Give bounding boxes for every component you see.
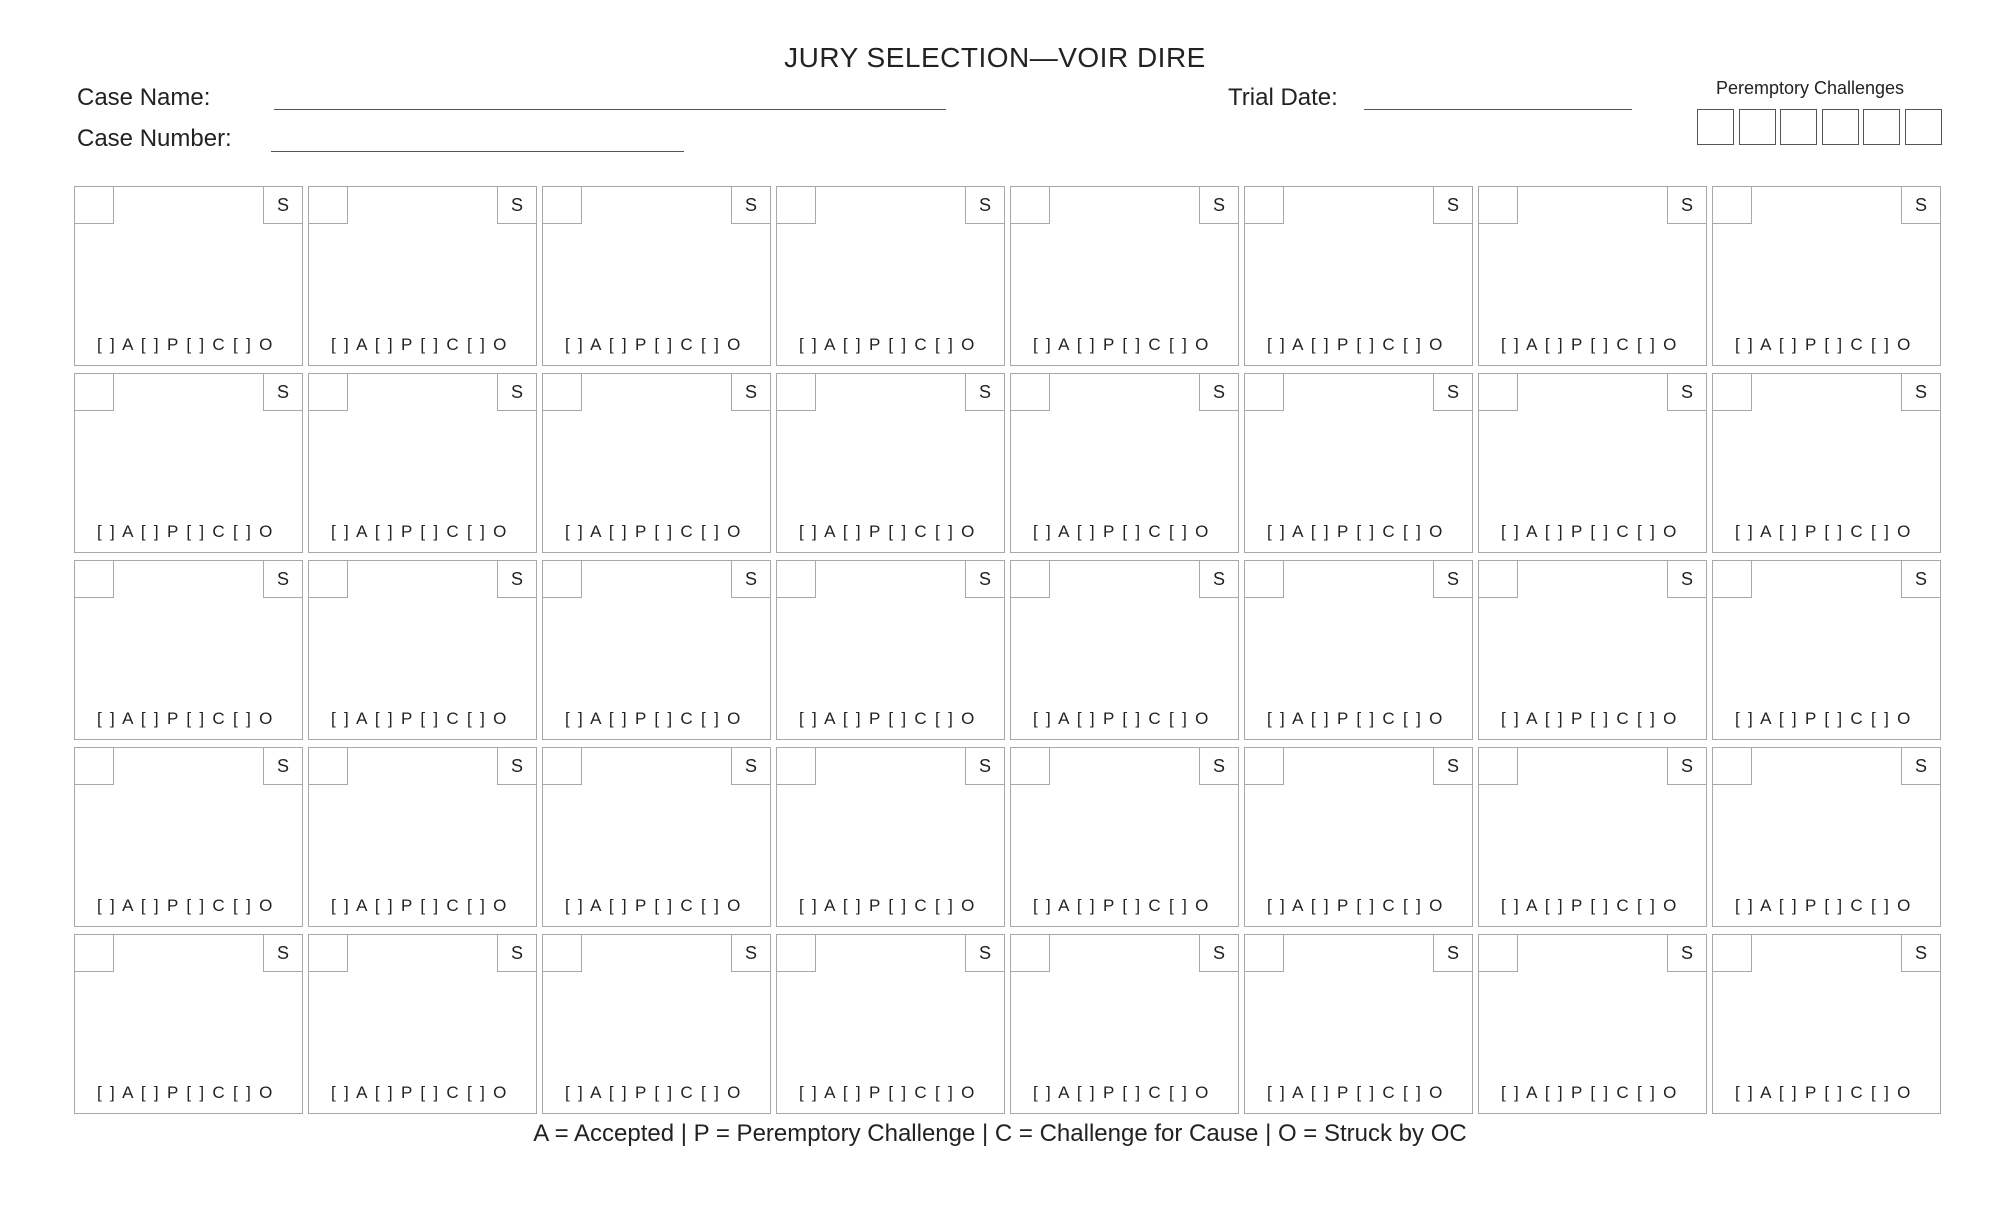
case-name-label: Case Name: (77, 84, 211, 111)
juror-status-options[interactable]: [ ] A [ ] P [ ] C [ ] O (1501, 896, 1679, 915)
peremptory-challenges-title: Peremptory Challenges (1715, 78, 1905, 98)
strike-box[interactable]: S (1199, 934, 1239, 972)
strike-box[interactable]: S (1901, 560, 1941, 598)
juror-status-options[interactable]: [ ] A [ ] P [ ] C [ ] O (331, 522, 509, 541)
trial-date-field[interactable] (1364, 109, 1632, 110)
strike-box[interactable]: S (965, 747, 1005, 785)
juror-card[interactable] (542, 373, 771, 553)
peremptory-challenge-box[interactable] (1780, 109, 1817, 145)
juror-status-options[interactable]: [ ] A [ ] P [ ] C [ ] O (1267, 896, 1445, 915)
juror-card[interactable] (308, 934, 537, 1114)
strike-box[interactable]: S (497, 934, 537, 972)
juror-number-box[interactable] (1712, 560, 1752, 598)
juror-status-options[interactable]: [ ] A [ ] P [ ] C [ ] O (799, 896, 977, 915)
juror-card[interactable] (1010, 934, 1239, 1114)
juror-number-box[interactable] (1244, 934, 1284, 972)
juror-number-box[interactable] (74, 560, 114, 598)
strike-box[interactable]: S (731, 186, 771, 224)
strike-box[interactable]: S (497, 747, 537, 785)
juror-status-options[interactable]: [ ] A [ ] P [ ] C [ ] O (1267, 709, 1445, 728)
case-number-field[interactable] (271, 151, 684, 152)
juror-number-box[interactable] (1712, 747, 1752, 785)
legend: A = Accepted | P = Peremptory Challenge | C = Challenge for Cause | O = Struck by OC (533, 1120, 1467, 1147)
juror-card[interactable] (308, 560, 537, 740)
strike-box[interactable]: S (263, 186, 303, 224)
juror-status-options[interactable]: [ ] A [ ] P [ ] C [ ] O (1267, 1083, 1445, 1102)
juror-number-box[interactable] (1244, 373, 1284, 411)
juror-number-box[interactable] (542, 934, 582, 972)
strike-box[interactable]: S (1433, 560, 1473, 598)
juror-number-box[interactable] (1478, 934, 1518, 972)
juror-number-box[interactable] (542, 186, 582, 224)
juror-status-options[interactable]: [ ] A [ ] P [ ] C [ ] O (1267, 522, 1445, 541)
juror-status-options[interactable]: [ ] A [ ] P [ ] C [ ] O (1501, 1083, 1679, 1102)
juror-status-options[interactable]: [ ] A [ ] P [ ] C [ ] O (97, 1083, 275, 1102)
strike-box[interactable]: S (1433, 373, 1473, 411)
strike-box[interactable]: S (731, 560, 771, 598)
juror-number-box[interactable] (1478, 373, 1518, 411)
juror-status-options[interactable]: [ ] A [ ] P [ ] C [ ] O (1501, 522, 1679, 541)
juror-card[interactable] (74, 186, 303, 366)
juror-status-options[interactable]: [ ] A [ ] P [ ] C [ ] O (1735, 335, 1913, 354)
juror-number-box[interactable] (1712, 186, 1752, 224)
juror-card[interactable] (1712, 747, 1941, 927)
juror-card[interactable] (74, 747, 303, 927)
peremptory-challenge-box[interactable] (1739, 109, 1776, 145)
juror-number-box[interactable] (1010, 560, 1050, 598)
juror-card[interactable] (1478, 560, 1707, 740)
strike-box[interactable]: S (1667, 373, 1707, 411)
juror-status-options[interactable]: [ ] A [ ] P [ ] C [ ] O (799, 335, 977, 354)
juror-status-options[interactable]: [ ] A [ ] P [ ] C [ ] O (565, 335, 743, 354)
juror-card[interactable] (1244, 373, 1473, 553)
juror-card[interactable] (776, 934, 1005, 1114)
strike-box[interactable]: S (263, 747, 303, 785)
juror-number-box[interactable] (776, 186, 816, 224)
juror-number-box[interactable] (1478, 186, 1518, 224)
juror-status-options[interactable]: [ ] A [ ] P [ ] C [ ] O (799, 522, 977, 541)
juror-status-options[interactable]: [ ] A [ ] P [ ] C [ ] O (1501, 335, 1679, 354)
strike-box[interactable]: S (1901, 747, 1941, 785)
juror-number-box[interactable] (1244, 747, 1284, 785)
juror-number-box[interactable] (542, 373, 582, 411)
juror-status-options[interactable]: [ ] A [ ] P [ ] C [ ] O (1501, 709, 1679, 728)
juror-number-box[interactable] (1010, 934, 1050, 972)
strike-box[interactable]: S (965, 560, 1005, 598)
strike-box[interactable]: S (263, 373, 303, 411)
juror-status-options[interactable]: [ ] A [ ] P [ ] C [ ] O (565, 709, 743, 728)
juror-card[interactable] (1478, 747, 1707, 927)
peremptory-challenge-box[interactable] (1905, 109, 1942, 145)
strike-box[interactable]: S (1199, 747, 1239, 785)
juror-number-box[interactable] (1244, 186, 1284, 224)
juror-number-box[interactable] (1712, 373, 1752, 411)
strike-box[interactable]: S (1199, 373, 1239, 411)
strike-box[interactable]: S (1667, 186, 1707, 224)
juror-number-box[interactable] (308, 186, 348, 224)
strike-box[interactable]: S (497, 373, 537, 411)
juror-status-options[interactable]: [ ] A [ ] P [ ] C [ ] O (1033, 709, 1211, 728)
case-number-label: Case Number: (77, 125, 232, 152)
juror-card[interactable] (1244, 747, 1473, 927)
juror-card[interactable] (1712, 560, 1941, 740)
juror-status-options[interactable]: [ ] A [ ] P [ ] C [ ] O (565, 1083, 743, 1102)
juror-card[interactable] (776, 747, 1005, 927)
juror-status-options[interactable]: [ ] A [ ] P [ ] C [ ] O (1033, 335, 1211, 354)
strike-box[interactable]: S (1901, 373, 1941, 411)
juror-card[interactable] (1244, 186, 1473, 366)
strike-box[interactable]: S (1433, 186, 1473, 224)
juror-number-box[interactable] (776, 934, 816, 972)
juror-card[interactable] (1010, 560, 1239, 740)
juror-number-box[interactable] (1010, 186, 1050, 224)
juror-status-options[interactable]: [ ] A [ ] P [ ] C [ ] O (1267, 335, 1445, 354)
strike-box[interactable]: S (965, 373, 1005, 411)
peremptory-challenge-box[interactable] (1822, 109, 1859, 145)
juror-card[interactable] (542, 186, 771, 366)
juror-number-box[interactable] (776, 747, 816, 785)
juror-card[interactable] (308, 373, 537, 553)
juror-number-box[interactable] (1010, 747, 1050, 785)
juror-card[interactable] (776, 560, 1005, 740)
juror-number-box[interactable] (542, 560, 582, 598)
peremptory-challenge-box[interactable] (1697, 109, 1734, 145)
juror-card[interactable] (1010, 747, 1239, 927)
juror-card[interactable] (542, 560, 771, 740)
strike-box[interactable]: S (497, 560, 537, 598)
juror-number-box[interactable] (308, 747, 348, 785)
strike-box[interactable]: S (263, 934, 303, 972)
juror-status-options[interactable]: [ ] A [ ] P [ ] C [ ] O (97, 335, 275, 354)
juror-number-box[interactable] (542, 747, 582, 785)
juror-status-options[interactable]: [ ] A [ ] P [ ] C [ ] O (97, 522, 275, 541)
juror-number-box[interactable] (776, 560, 816, 598)
strike-box[interactable]: S (1433, 747, 1473, 785)
juror-status-options[interactable]: [ ] A [ ] P [ ] C [ ] O (799, 1083, 977, 1102)
juror-status-options[interactable]: [ ] A [ ] P [ ] C [ ] O (331, 335, 509, 354)
juror-number-box[interactable] (74, 373, 114, 411)
strike-box[interactable]: S (965, 934, 1005, 972)
juror-status-options[interactable]: [ ] A [ ] P [ ] C [ ] O (799, 709, 977, 728)
juror-card[interactable] (542, 747, 771, 927)
juror-card[interactable] (74, 560, 303, 740)
juror-status-options[interactable]: [ ] A [ ] P [ ] C [ ] O (331, 709, 509, 728)
juror-status-options[interactable]: [ ] A [ ] P [ ] C [ ] O (1735, 522, 1913, 541)
strike-box[interactable]: S (731, 934, 771, 972)
juror-card[interactable] (74, 373, 303, 553)
juror-number-box[interactable] (74, 186, 114, 224)
strike-box[interactable]: S (1199, 186, 1239, 224)
juror-number-box[interactable] (1010, 373, 1050, 411)
trial-date-label: Trial Date: (1228, 84, 1338, 111)
juror-card[interactable] (1244, 560, 1473, 740)
juror-grid (74, 186, 1944, 1116)
juror-card[interactable] (1010, 373, 1239, 553)
strike-box[interactable]: S (1433, 934, 1473, 972)
juror-number-box[interactable] (1478, 747, 1518, 785)
juror-card[interactable] (1712, 186, 1941, 366)
juror-card[interactable] (542, 934, 771, 1114)
juror-status-options[interactable]: [ ] A [ ] P [ ] C [ ] O (97, 709, 275, 728)
juror-number-box[interactable] (1478, 560, 1518, 598)
juror-status-options[interactable]: [ ] A [ ] P [ ] C [ ] O (1735, 1083, 1913, 1102)
juror-number-box[interactable] (308, 934, 348, 972)
juror-card[interactable] (1712, 934, 1941, 1114)
juror-number-box[interactable] (776, 373, 816, 411)
juror-status-options[interactable]: [ ] A [ ] P [ ] C [ ] O (1033, 522, 1211, 541)
juror-card[interactable] (1712, 373, 1941, 553)
juror-card[interactable] (308, 747, 537, 927)
juror-number-box[interactable] (74, 747, 114, 785)
juror-card[interactable] (74, 934, 303, 1114)
strike-box[interactable]: S (497, 186, 537, 224)
strike-box[interactable]: S (731, 747, 771, 785)
juror-card[interactable] (776, 373, 1005, 553)
juror-status-options[interactable]: [ ] A [ ] P [ ] C [ ] O (331, 1083, 509, 1102)
juror-card[interactable] (308, 186, 537, 366)
strike-box[interactable]: S (1199, 560, 1239, 598)
juror-status-options[interactable]: [ ] A [ ] P [ ] C [ ] O (565, 522, 743, 541)
juror-card[interactable] (1478, 373, 1707, 553)
juror-number-box[interactable] (1244, 560, 1284, 598)
strike-box[interactable]: S (965, 186, 1005, 224)
juror-status-options[interactable]: [ ] A [ ] P [ ] C [ ] O (1735, 709, 1913, 728)
case-name-field[interactable] (274, 109, 946, 110)
juror-number-box[interactable] (308, 560, 348, 598)
juror-card[interactable] (1478, 934, 1707, 1114)
juror-status-options[interactable]: [ ] A [ ] P [ ] C [ ] O (331, 896, 509, 915)
juror-status-options[interactable]: [ ] A [ ] P [ ] C [ ] O (97, 896, 275, 915)
juror-number-box[interactable] (74, 934, 114, 972)
strike-box[interactable]: S (1667, 747, 1707, 785)
juror-status-options[interactable]: [ ] A [ ] P [ ] C [ ] O (565, 896, 743, 915)
strike-box[interactable]: S (263, 560, 303, 598)
strike-box[interactable]: S (1901, 186, 1941, 224)
juror-card[interactable] (1244, 934, 1473, 1114)
juror-status-options[interactable]: [ ] A [ ] P [ ] C [ ] O (1033, 1083, 1211, 1102)
juror-number-box[interactable] (308, 373, 348, 411)
strike-box[interactable]: S (1901, 934, 1941, 972)
juror-card[interactable] (1478, 186, 1707, 366)
juror-status-options[interactable]: [ ] A [ ] P [ ] C [ ] O (1033, 896, 1211, 915)
juror-status-options[interactable]: [ ] A [ ] P [ ] C [ ] O (1735, 896, 1913, 915)
strike-box[interactable]: S (1667, 934, 1707, 972)
peremptory-challenge-box[interactable] (1863, 109, 1900, 145)
juror-card[interactable] (1010, 186, 1239, 366)
strike-box[interactable]: S (731, 373, 771, 411)
strike-box[interactable]: S (1667, 560, 1707, 598)
juror-card[interactable] (776, 186, 1005, 366)
form-title: JURY SELECTION—VOIR DIRE (784, 42, 1206, 73)
juror-number-box[interactable] (1712, 934, 1752, 972)
